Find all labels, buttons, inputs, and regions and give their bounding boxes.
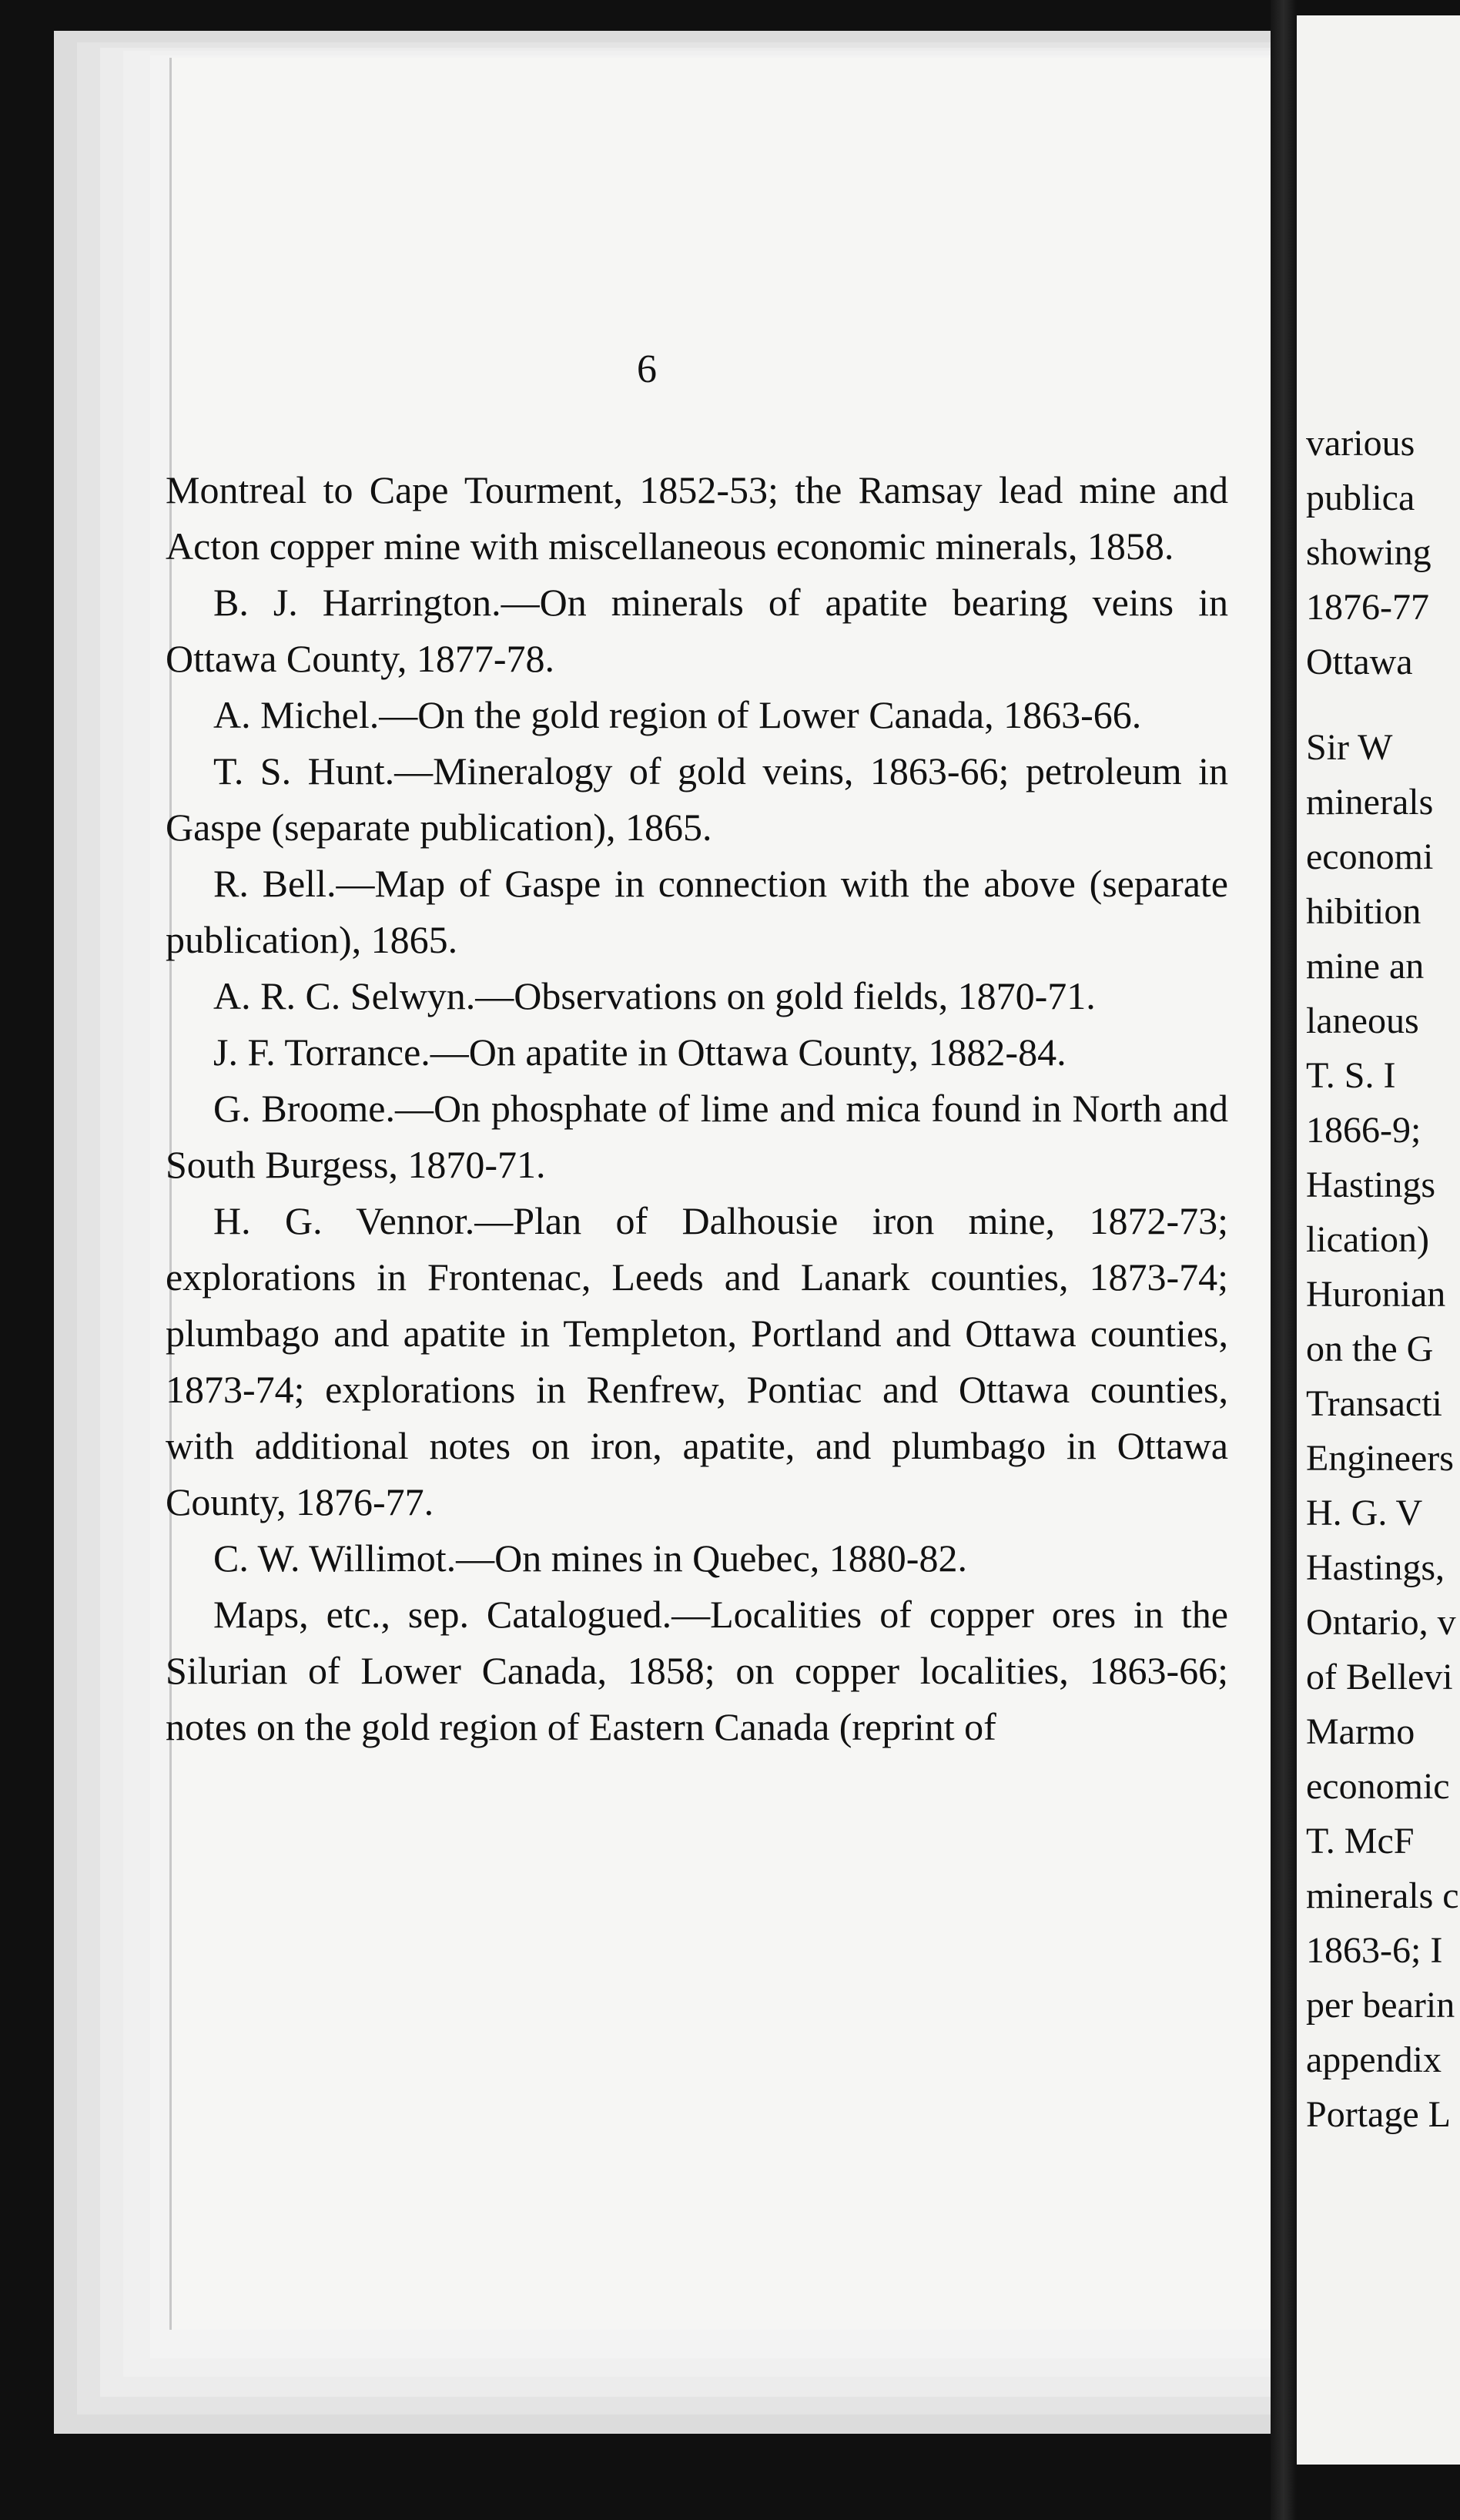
right-line: T. McF	[1306, 1821, 1415, 1862]
right-line: lication)	[1306, 1219, 1429, 1260]
paragraph: T. S. Hunt.—Mineralogy of gold veins, 1863-66; petroleum in Gaspe (separate publication), 1865.	[166, 749, 1228, 849]
right-line: H. G. V	[1306, 1493, 1423, 1533]
right-line: T. S. I	[1306, 1055, 1396, 1096]
right-line	[1306, 689, 1460, 720]
right-line: economi	[1306, 836, 1434, 877]
right-page	[1297, 15, 1460, 2465]
paragraph: Maps, etc., sep. Catalogued.—Localities of copper ores in the Silurian of Lower Canada, 1858; on copper localities, 1863-66; notes on the gold region of Eastern Canada (reprint of	[166, 1593, 1228, 1748]
right-line: 1863-6; I	[1306, 1930, 1443, 1971]
right-line: laneous	[1306, 1000, 1419, 1041]
right-line: per bearin	[1306, 1985, 1455, 2026]
right-line: Sir W	[1306, 727, 1393, 768]
right-line: minerals c	[1306, 1875, 1459, 1916]
paragraph: C. W. Willimot.—On mines in Quebec, 1880-82.	[213, 1536, 967, 1580]
right-line: Ontario, v	[1306, 1602, 1456, 1643]
right-line: minerals	[1306, 782, 1434, 823]
right-line: of Bellevi	[1306, 1657, 1453, 1697]
paragraph: R. Bell.—Map of Gaspe in connection with the above (separate publication), 1865.	[166, 862, 1228, 961]
right-line: Marmo	[1306, 1711, 1415, 1752]
right-line: on the G	[1306, 1329, 1434, 1369]
book-spine	[1271, 0, 1297, 2520]
right-line: Portage L	[1306, 2094, 1451, 2135]
left-page-text	[166, 462, 1228, 1755]
right-line: various	[1306, 423, 1415, 464]
right-line: Engineers	[1306, 1438, 1454, 1479]
right-line: economic	[1306, 1766, 1450, 1807]
right-line: Hastings	[1306, 1164, 1435, 1205]
paragraph: A. Michel.—On the gold region of Lower Canada, 1863-66.	[213, 693, 1142, 736]
right-line: Huronian	[1306, 1274, 1446, 1315]
paragraph: A. R. C. Selwyn.—Observations on gold fields, 1870-71.	[213, 974, 1096, 1017]
paragraph: G. Broome.—On phosphate of lime and mica found in North and South Burgess, 1870-71.	[166, 1087, 1228, 1186]
paragraph: Montreal to Cape Tourment, 1852-53; the Ramsay lead mine and Acton copper mine with miscellaneous economic minerals, 1858.	[166, 468, 1228, 568]
right-line: publica	[1306, 478, 1415, 518]
right-line: mine an	[1306, 946, 1425, 987]
right-line: appendix	[1306, 2039, 1442, 2080]
right-line: 1866-9;	[1306, 1110, 1421, 1151]
right-line: showing	[1306, 532, 1432, 573]
paragraph: B. J. Harrington.—On minerals of apatite bearing veins in Ottawa County, 1877-78.	[166, 581, 1228, 680]
paragraph: H. G. Vennor.—Plan of Dalhousie iron mine, 1872-73; explorations in Frontenac, Leeds and Lanark counties, 1873-74; plumbago and apatite in Templeton, Portland and Ottawa counties, 1873-74; explorations in Renfrew, Pontiac and Ottawa counties, with additional notes on iron, apatite, and plumbago in Ottawa County, 1876-77.	[166, 1199, 1228, 1523]
right-line: Ottawa	[1306, 642, 1413, 682]
right-line: Transacti	[1306, 1383, 1442, 1424]
right-page-text	[1306, 416, 1460, 2142]
right-line: 1876-77	[1306, 587, 1429, 628]
paragraph: J. F. Torrance.—On apatite in Ottawa County, 1882-84.	[213, 1030, 1067, 1074]
page-number: 6	[637, 347, 657, 391]
right-line: Hastings,	[1306, 1547, 1445, 1588]
right-line: hibition	[1306, 891, 1421, 932]
